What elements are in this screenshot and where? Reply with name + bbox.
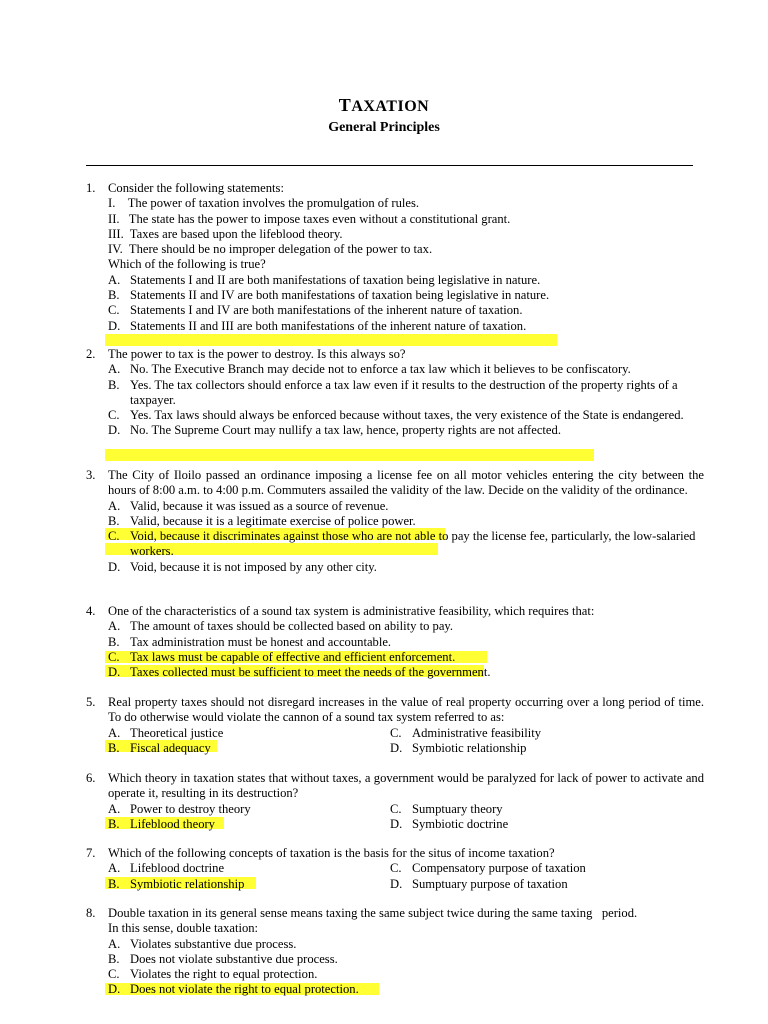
- answer-option: [108, 726, 390, 741]
- option-text: Sumptuary theory: [412, 801, 503, 816]
- question-stem: One of the characteristics of a sound tax system is administrative feasibility, which requires that:: [108, 604, 595, 618]
- option-letter: B.: [108, 288, 120, 303]
- document-title: TAXATION: [338, 95, 430, 115]
- answer-option: [108, 741, 390, 756]
- answer-option: [108, 817, 390, 832]
- option-text: Yes. Tax laws should always be enforced because without taxes, the very existence of the State is endangered.: [130, 408, 684, 423]
- option-letter: D.: [108, 423, 121, 438]
- option-letter: C.: [390, 801, 402, 816]
- document-subtitle: General Principles: [328, 120, 440, 135]
- answer-highlight: [105, 449, 594, 461]
- answer-option: [108, 303, 704, 318]
- question-number: 5.: [86, 695, 96, 709]
- option-text: Statements I and IV are both manifestations of the inherent nature of taxation.: [130, 303, 523, 318]
- answer-options-grid: [108, 861, 704, 892]
- option-text: Statements I and II are both manifestations of taxation being legislative in nature.: [130, 272, 541, 287]
- option-text: Taxes collected must be sufficient to meet the needs of the government.: [130, 665, 491, 680]
- answer-option: [108, 802, 390, 817]
- question-number: 3.: [86, 468, 96, 482]
- option-text: Symbiotic relationship: [130, 876, 245, 891]
- answer-options-grid: [108, 726, 704, 757]
- option-text: Power to destroy theory: [130, 801, 251, 816]
- option-text: Statements II and III are both manifestations of the inherent nature of taxation.: [130, 318, 527, 333]
- question-prompt: Which of the following is true?: [108, 257, 266, 272]
- question-1: [86, 181, 704, 334]
- option-letter: C.: [108, 408, 120, 423]
- question-stem: Consider the following statements:: [108, 181, 284, 195]
- option-text: Lifeblood doctrine: [130, 861, 225, 876]
- question-stem-continued: In this sense, double taxation:: [108, 921, 259, 936]
- question-6: [86, 771, 704, 832]
- option-letter: B.: [108, 634, 120, 649]
- option-letter: A.: [108, 861, 121, 876]
- answer-option: [108, 499, 704, 514]
- option-text: Symbiotic doctrine: [412, 816, 509, 831]
- option-text: Valid, because it was issued as a source of revenue.: [130, 498, 389, 513]
- question-stem: Which theory in taxation states that without taxes, a government would be paralyzed for lack of power to activate and operate it, resulting in its destruction?: [108, 771, 704, 801]
- answer-options-grid: [108, 802, 704, 833]
- answer-option: [108, 423, 704, 438]
- option-text: Tax administration must be honest and accountable.: [130, 634, 392, 649]
- title-divider: [86, 165, 693, 166]
- answer-option: [390, 726, 672, 741]
- option-text: The amount of taxes should be collected based on ability to pay.: [130, 619, 454, 634]
- option-letter: D.: [108, 559, 121, 574]
- answer-option: [390, 741, 672, 756]
- question-stem: Double taxation in its general sense means taxing the same subject twice during the same taxing period.: [108, 906, 638, 920]
- option-text: Theoretical justice: [130, 725, 224, 740]
- option-letter: D.: [108, 318, 121, 333]
- question-number: 1.: [86, 181, 96, 195]
- answer-option: [390, 877, 672, 892]
- option-text: Violates substantive due process.: [130, 936, 297, 951]
- option-text: Void, because it discriminates against those who are not able to pay the license fee, particularly, the low-salaried workers.: [130, 529, 696, 559]
- question-8: [86, 906, 704, 998]
- question-stem: Which of the following concepts of taxation is the basis for the situs of income taxation?: [108, 846, 555, 860]
- answer-highlight: [105, 334, 557, 346]
- answer-option: [108, 877, 390, 892]
- statement-item: I. The power of taxation involves the promulgation of rules.: [108, 196, 420, 211]
- answer-option: [108, 861, 390, 876]
- answer-option: [108, 514, 704, 529]
- option-text: Lifeblood theory: [130, 816, 215, 831]
- question-5: [86, 695, 704, 756]
- answer-option: [108, 967, 704, 982]
- option-text: Valid, because it is a legitimate exercise of police power.: [130, 513, 416, 528]
- question-number: 7.: [86, 846, 96, 860]
- option-letter: B.: [108, 513, 120, 528]
- question-number: 6.: [86, 771, 96, 785]
- option-text: Void, because it is not imposed by any other city.: [130, 559, 377, 574]
- answer-option: [108, 619, 704, 634]
- option-text: Fiscal adequacy: [130, 740, 211, 755]
- option-letter: D.: [390, 740, 403, 755]
- option-text: Does not violate the right to equal protection.: [130, 982, 359, 997]
- question-stem: The power to tax is the power to destroy. Is this always so?: [108, 347, 406, 361]
- option-text: Symbiotic relationship: [412, 740, 527, 755]
- option-letter: A.: [108, 725, 121, 740]
- option-text: No. The Executive Branch may decide not to enforce a tax law which it believes to be confiscatory.: [130, 362, 631, 377]
- option-text: Does not violate substantive due process.: [130, 951, 338, 966]
- question-number: 8.: [86, 906, 96, 920]
- answer-option: [108, 937, 704, 952]
- answer-option: [108, 378, 704, 409]
- answer-option: [108, 288, 704, 303]
- question-stem: The City of Iloilo passed an ordinance imposing a license fee on all motor vehicles entering the city between the hours of 8:00 a.m. to 4:00 p.m. Commuters assailed the validity of the law. Decide on the validity of the ordinance.: [108, 468, 704, 498]
- option-letter: A.: [108, 619, 121, 634]
- option-letter: B.: [108, 740, 120, 755]
- question-stem: Real property taxes should not disregard increases in the value of real property occurring over a long period of time. To do otherwise would violate the cannon of a sound tax system referred to as:: [108, 695, 704, 725]
- option-letter: A.: [108, 272, 121, 287]
- answer-option: [108, 560, 704, 575]
- option-letter: C.: [108, 967, 120, 982]
- answer-option: [108, 635, 704, 650]
- option-letter: A.: [108, 801, 121, 816]
- option-letter: B.: [108, 951, 120, 966]
- answer-option: [108, 665, 704, 680]
- option-letter: D.: [390, 876, 403, 891]
- answer-option: [108, 319, 704, 334]
- answer-option: [108, 529, 704, 560]
- answer-option: [108, 362, 704, 377]
- option-letter: D.: [108, 665, 121, 680]
- option-letter: C.: [108, 529, 120, 544]
- question-number: 4.: [86, 604, 96, 618]
- answer-option: [108, 273, 704, 288]
- option-letter: D.: [108, 982, 121, 997]
- option-letter: B.: [108, 816, 120, 831]
- answer-option: [390, 802, 672, 817]
- question-number: 2.: [86, 347, 96, 361]
- answer-option: [108, 650, 704, 665]
- answer-option: [108, 952, 704, 967]
- option-text: No. The Supreme Court may nullify a tax law, hence, property rights are not affected.: [130, 423, 561, 438]
- question-7: [86, 846, 704, 892]
- option-letter: A.: [108, 362, 121, 377]
- answer-option: [390, 817, 672, 832]
- option-text: Statements II and IV are both manifestations of taxation being legislative in nature.: [130, 288, 550, 303]
- option-letter: B.: [108, 377, 120, 392]
- option-text: Administrative feasibility: [412, 725, 542, 740]
- option-text: Yes. The tax collectors should enforce a tax law even if it results to the destruction of the property rights of a taxpayer.: [130, 377, 678, 407]
- option-text: Tax laws must be capable of effective and efficient enforcement.: [130, 649, 456, 664]
- option-text: Sumptuary purpose of taxation: [412, 876, 568, 891]
- option-letter: D.: [390, 816, 403, 831]
- option-letter: B.: [108, 876, 120, 891]
- question-3: [86, 468, 704, 575]
- option-letter: C.: [108, 303, 120, 318]
- answer-option: [108, 982, 704, 997]
- option-text: Compensatory purpose of taxation: [412, 861, 586, 876]
- answer-option: [108, 408, 704, 423]
- question-2: [86, 347, 704, 439]
- option-letter: C.: [108, 649, 120, 664]
- statement-item: II. The state has the power to impose taxes even without a constitutional grant.: [108, 211, 511, 226]
- answer-option: [390, 861, 672, 876]
- question-4: [86, 604, 704, 680]
- statement-item: IV. There should be no improper delegation of the power to tax.: [108, 242, 433, 257]
- statement-item: III. Taxes are based upon the lifeblood theory.: [108, 226, 343, 241]
- option-letter: C.: [390, 725, 402, 740]
- option-letter: A.: [108, 498, 121, 513]
- option-letter: C.: [390, 861, 402, 876]
- option-text: Violates the right to equal protection.: [130, 967, 318, 982]
- option-letter: A.: [108, 936, 121, 951]
